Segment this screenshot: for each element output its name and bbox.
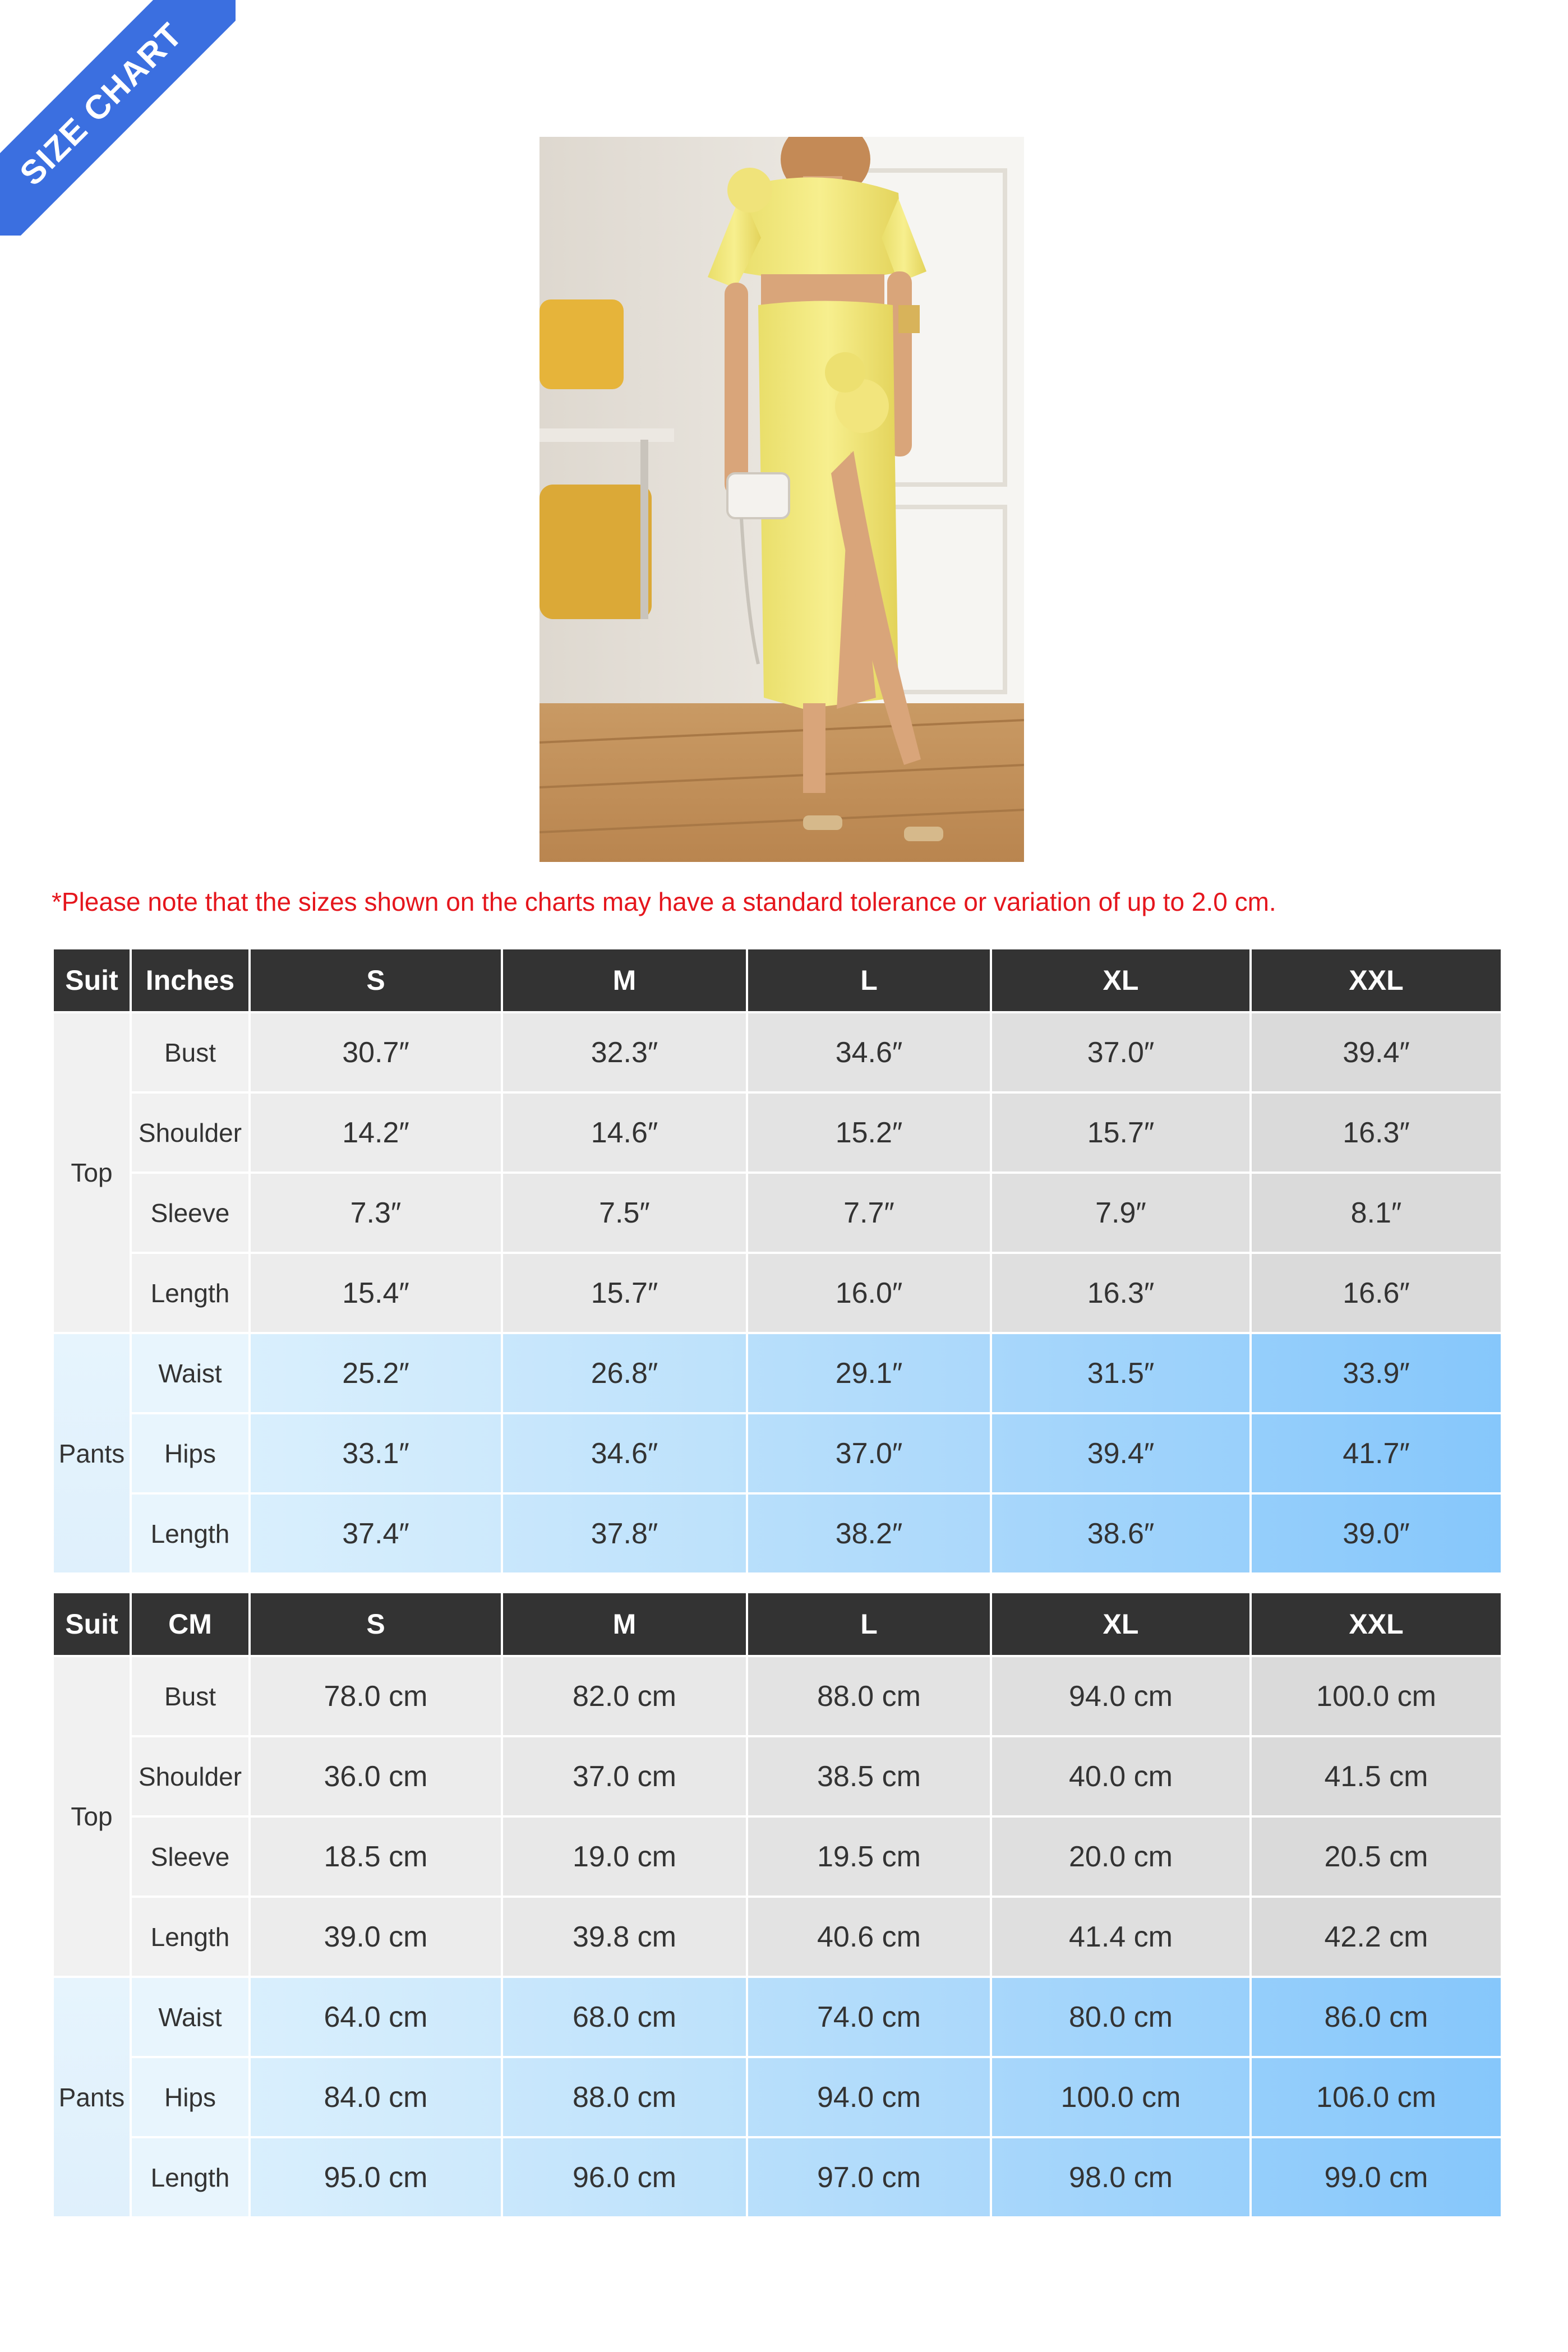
table-row: [54, 1013, 1501, 1091]
size-value-cell: 94.0 cm: [748, 2058, 990, 2136]
size-value-cell: 37.8″: [503, 1495, 746, 1572]
size-value-cell: 15.2″: [748, 1094, 990, 1172]
measurement-label: Bust: [132, 1657, 248, 1735]
size-value-cell: 74.0 cm: [748, 1978, 990, 2056]
group-header: Suit: [54, 1593, 130, 1655]
size-value-cell: 96.0 cm: [503, 2138, 746, 2216]
size-value-cell: 31.5″: [992, 1334, 1249, 1412]
size-value-cell: 37.0″: [992, 1013, 1249, 1091]
size-value-cell: 64.0 cm: [251, 1978, 501, 2056]
size-header-l: L: [748, 949, 990, 1011]
size-value-cell: 19.5 cm: [748, 1818, 990, 1896]
product-photo: [539, 137, 1024, 862]
size-value-cell: 37.4″: [251, 1495, 501, 1572]
tolerance-note: *Please note that the sizes shown on the charts may have a standard tolerance or variation of up to 2.0 cm.: [52, 887, 1276, 916]
size-value-cell: 38.2″: [748, 1495, 990, 1572]
size-value-cell: 86.0 cm: [1252, 1978, 1501, 2056]
size-value-cell: 98.0 cm: [992, 2138, 1249, 2216]
size-header-l: L: [748, 1593, 990, 1655]
table-row: [54, 1495, 1501, 1572]
measurement-label: Bust: [132, 1013, 248, 1091]
size-value-cell: 14.2″: [251, 1094, 501, 1172]
size-header-s: S: [251, 1593, 501, 1655]
size-value-cell: 19.0 cm: [503, 1818, 746, 1896]
size-value-cell: 100.0 cm: [992, 2058, 1249, 2136]
size-value-cell: 16.3″: [992, 1254, 1249, 1332]
size-value-cell: 40.6 cm: [748, 1898, 990, 1976]
size-value-cell: 88.0 cm: [748, 1657, 990, 1735]
group-label-top: Top: [54, 1657, 130, 1976]
size-value-cell: 26.8″: [503, 1334, 746, 1412]
size-value-cell: 14.6″: [503, 1094, 746, 1172]
size-value-cell: 68.0 cm: [503, 1978, 746, 2056]
size-header-xxl: XXL: [1252, 1593, 1501, 1655]
size-value-cell: 38.5 cm: [748, 1737, 990, 1815]
size-value-cell: 36.0 cm: [251, 1737, 501, 1815]
size-header-s: S: [251, 949, 501, 1011]
group-label-pants: Pants: [54, 1978, 130, 2216]
size-value-cell: 39.4″: [1252, 1013, 1501, 1091]
unit-header: Inches: [132, 949, 248, 1011]
group-header: Suit: [54, 949, 130, 1011]
size-value-cell: 106.0 cm: [1252, 2058, 1501, 2136]
size-header-xl: XL: [992, 949, 1249, 1011]
size-value-cell: 41.5 cm: [1252, 1737, 1501, 1815]
size-value-cell: 20.0 cm: [992, 1818, 1249, 1896]
table-row: [54, 1094, 1501, 1172]
size-header-m: M: [503, 1593, 746, 1655]
size-value-cell: 33.9″: [1252, 1334, 1501, 1412]
size-value-cell: 29.1″: [748, 1334, 990, 1412]
measurement-label: Shoulder: [132, 1737, 248, 1815]
table-row: [54, 1818, 1501, 1896]
size-value-cell: 34.6″: [503, 1414, 746, 1492]
measurement-label: Length: [132, 1898, 248, 1976]
measurement-label: Shoulder: [132, 1094, 248, 1172]
size-value-cell: 15.4″: [251, 1254, 501, 1332]
size-header-m: M: [503, 949, 746, 1011]
measurement-label: Length: [132, 2138, 248, 2216]
size-value-cell: 25.2″: [251, 1334, 501, 1412]
header-row: [54, 1593, 1501, 1655]
size-value-cell: 88.0 cm: [503, 2058, 746, 2136]
size-value-cell: 7.7″: [748, 1174, 990, 1252]
table-row: [54, 1898, 1501, 1976]
size-value-cell: 42.2 cm: [1252, 1898, 1501, 1976]
table-row: [54, 1737, 1501, 1815]
size-value-cell: 39.4″: [992, 1414, 1249, 1492]
table-row: [54, 2058, 1501, 2136]
size-value-cell: 41.7″: [1252, 1414, 1501, 1492]
size-value-cell: 99.0 cm: [1252, 2138, 1501, 2216]
size-chart-badge-label: SIZE CHART: [0, 0, 236, 236]
size-value-cell: 7.9″: [992, 1174, 1249, 1252]
product-photo-illustration: [539, 137, 1024, 862]
size-value-cell: 8.1″: [1252, 1174, 1501, 1252]
table-row: [54, 1978, 1501, 2056]
size-value-cell: 34.6″: [748, 1013, 990, 1091]
size-value-cell: 41.4 cm: [992, 1898, 1249, 1976]
size-value-cell: 16.0″: [748, 1254, 990, 1332]
table-row: [54, 1254, 1501, 1332]
table-row: [54, 1414, 1501, 1492]
size-value-cell: 33.1″: [251, 1414, 501, 1492]
measurement-label: Waist: [132, 1978, 248, 2056]
measurement-label: Hips: [132, 2058, 248, 2136]
size-value-cell: 94.0 cm: [992, 1657, 1249, 1735]
size-value-cell: 95.0 cm: [251, 2138, 501, 2216]
table-row: [54, 2138, 1501, 2216]
measurement-label: Length: [132, 1495, 248, 1572]
size-value-cell: 32.3″: [503, 1013, 746, 1091]
size-value-cell: 97.0 cm: [748, 2138, 990, 2216]
size-value-cell: 82.0 cm: [503, 1657, 746, 1735]
size-table-inches: [52, 947, 1503, 1575]
size-value-cell: 39.0″: [1252, 1495, 1501, 1572]
size-value-cell: 20.5 cm: [1252, 1818, 1501, 1896]
table-row: [54, 1334, 1501, 1412]
measurement-label: Hips: [132, 1414, 248, 1492]
header-row: [54, 949, 1501, 1011]
measurement-label: Waist: [132, 1334, 248, 1412]
size-value-cell: 80.0 cm: [992, 1978, 1249, 2056]
size-value-cell: 37.0 cm: [503, 1737, 746, 1815]
size-value-cell: 30.7″: [251, 1013, 501, 1091]
group-label-top: Top: [54, 1013, 130, 1332]
size-value-cell: 15.7″: [503, 1254, 746, 1332]
size-header-xl: XL: [992, 1593, 1249, 1655]
group-label-pants: Pants: [54, 1334, 130, 1572]
size-value-cell: 18.5 cm: [251, 1818, 501, 1896]
size-header-xxl: XXL: [1252, 949, 1501, 1011]
size-value-cell: 100.0 cm: [1252, 1657, 1501, 1735]
size-value-cell: 78.0 cm: [251, 1657, 501, 1735]
table-row: [54, 1174, 1501, 1252]
size-value-cell: 16.6″: [1252, 1254, 1501, 1332]
size-value-cell: 7.5″: [503, 1174, 746, 1252]
size-value-cell: 39.0 cm: [251, 1898, 501, 1976]
size-value-cell: 38.6″: [992, 1495, 1249, 1572]
table-row: [54, 1657, 1501, 1735]
size-table-cm: [52, 1591, 1503, 2219]
measurement-label: Sleeve: [132, 1174, 248, 1252]
size-chart-badge: [0, 0, 236, 236]
measurement-label: Length: [132, 1254, 248, 1332]
size-value-cell: 37.0″: [748, 1414, 990, 1492]
measurement-label: Sleeve: [132, 1818, 248, 1896]
unit-header: CM: [132, 1593, 248, 1655]
size-value-cell: 15.7″: [992, 1094, 1249, 1172]
size-value-cell: 16.3″: [1252, 1094, 1501, 1172]
size-value-cell: 39.8 cm: [503, 1898, 746, 1976]
size-value-cell: 84.0 cm: [251, 2058, 501, 2136]
size-value-cell: 7.3″: [251, 1174, 501, 1252]
size-value-cell: 40.0 cm: [992, 1737, 1249, 1815]
